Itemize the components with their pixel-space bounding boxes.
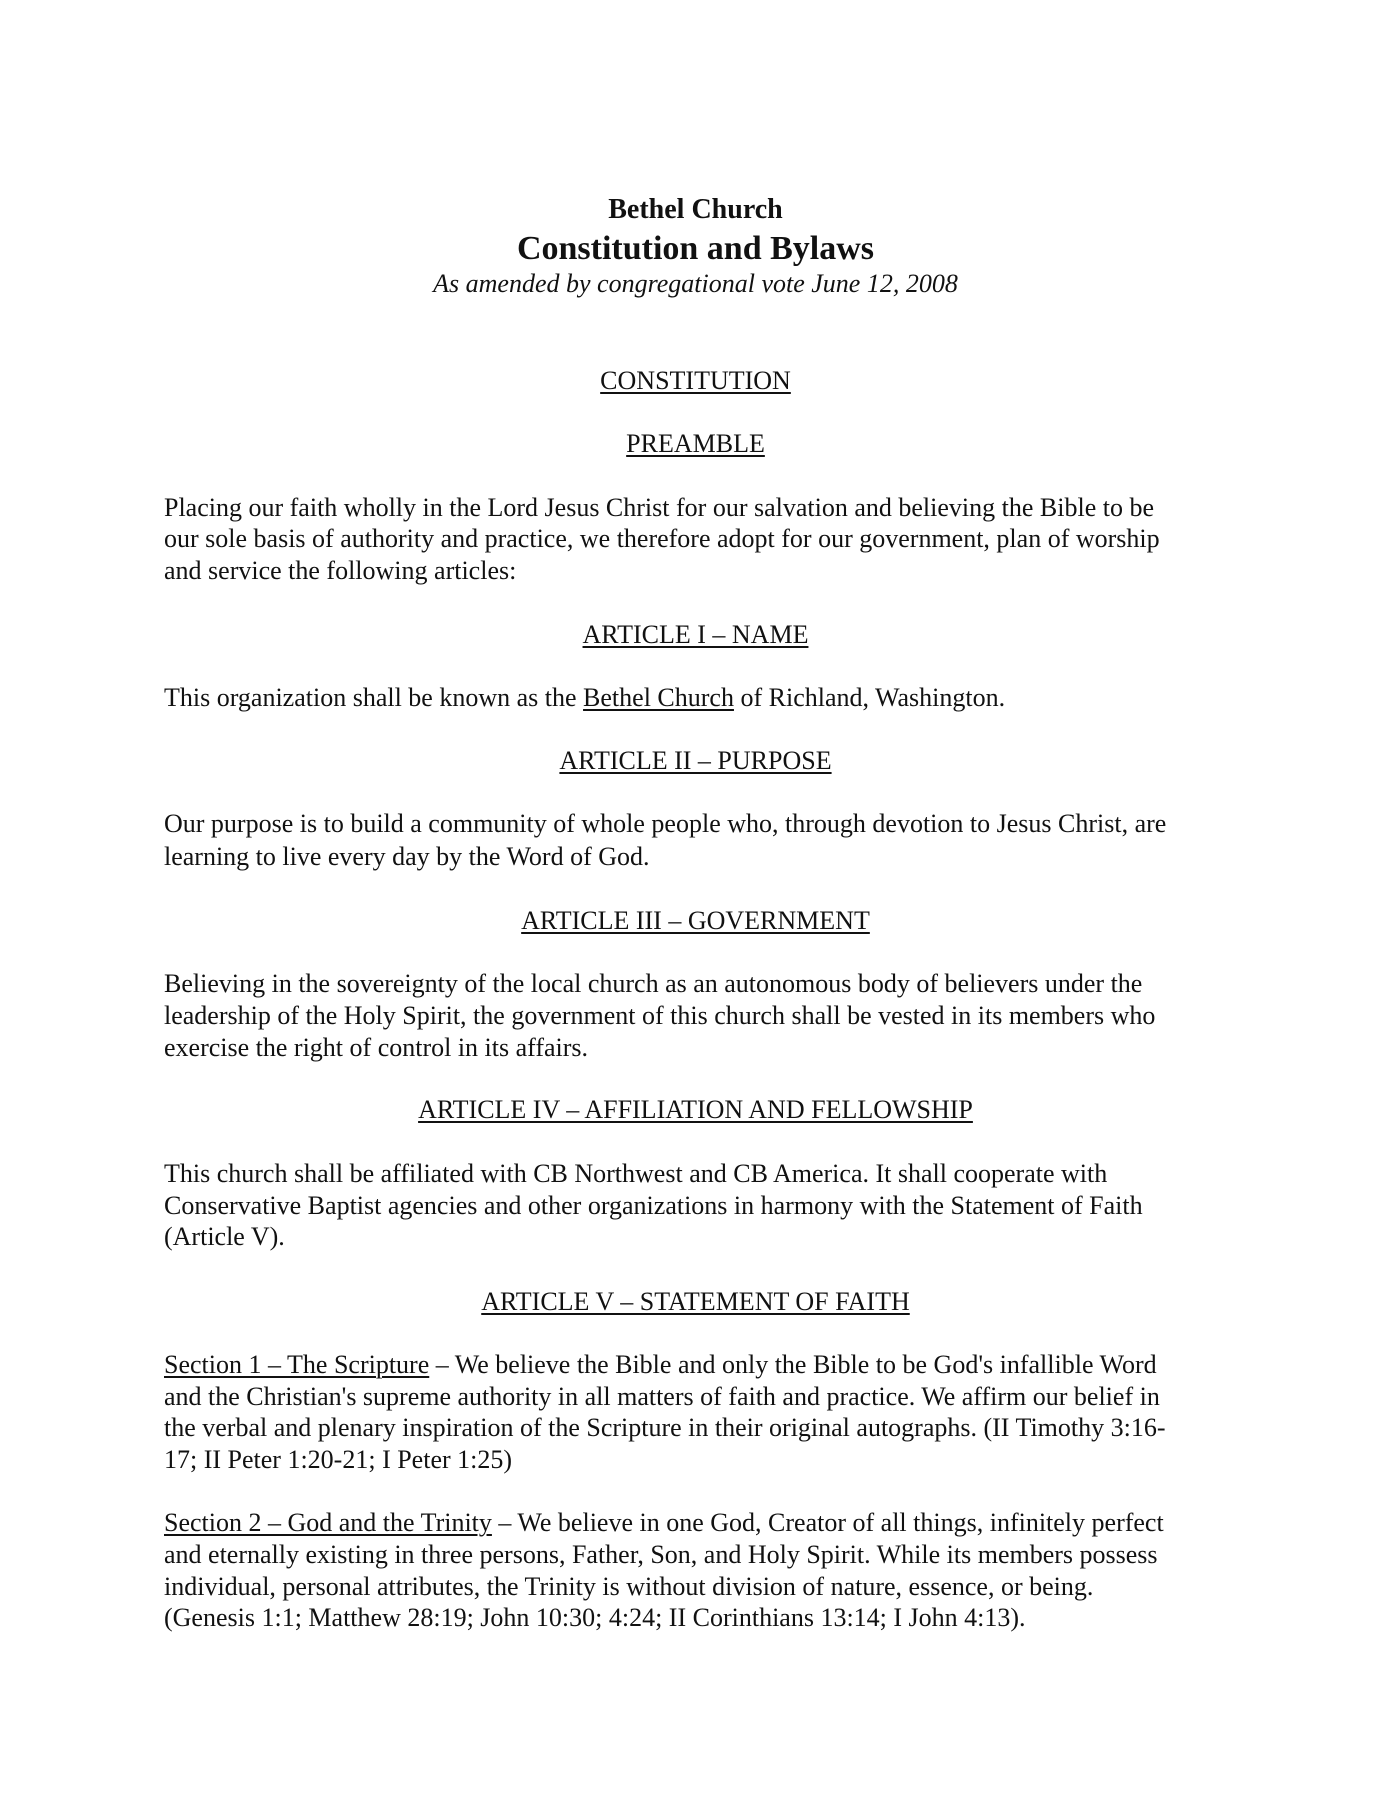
church-name-underlined: Bethel Church bbox=[583, 683, 734, 712]
article-1-suffix: of Richland, Washington. bbox=[733, 683, 1006, 712]
document-subtitle: As amended by congregational vote June 12, 2008 bbox=[433, 269, 958, 298]
section-2-line: and eternally existing in three persons, Father, Son, and Holy Spirit. While its members possess bbox=[164, 1540, 1158, 1569]
section-2-text: – We believe in one God, Creator of all things, infinitely perfect bbox=[491, 1508, 1164, 1537]
article-2-heading: ARTICLE II – PURPOSE bbox=[559, 746, 832, 775]
article-3-line: exercise the right of control in its affairs. bbox=[164, 1033, 589, 1062]
article-5-heading: ARTICLE V – STATEMENT OF FAITH bbox=[481, 1287, 910, 1316]
article-3-heading: ARTICLE III – GOVERNMENT bbox=[521, 906, 870, 935]
section-2-label: Section 2 – God and the Trinity bbox=[164, 1508, 492, 1537]
document-title: Constitution and Bylaws bbox=[516, 230, 875, 267]
section-2-line: individual, personal attributes, the Trinity is without division of nature, essence, or being. bbox=[164, 1572, 1094, 1601]
article-4-heading: ARTICLE IV – AFFILIATION AND FELLOWSHIP bbox=[418, 1095, 973, 1124]
article-4-line: This church shall be affiliated with CB Northwest and CB America. It shall cooperate with bbox=[164, 1159, 1108, 1188]
article-3-line: Believing in the sovereignty of the local church as an autonomous body of believers under the bbox=[164, 969, 1143, 998]
church-name: Bethel Church bbox=[608, 194, 783, 225]
preamble-line: our sole basis of authority and practice, we therefore adopt for our government, plan of worship bbox=[164, 524, 1160, 553]
article-2-line: Our purpose is to build a community of whole people who, through devotion to Jesus Christ, are bbox=[164, 809, 1167, 838]
section-1-line bbox=[164, 1349, 1157, 1381]
preamble-line: and service the following articles: bbox=[164, 556, 517, 585]
section-1-line: and the Christian's supreme authority in all matters of faith and practice. We affirm our belief in bbox=[164, 1382, 1160, 1411]
article-1-text bbox=[164, 682, 1005, 714]
article-4-line: (Article V). bbox=[164, 1222, 285, 1251]
section-1-label: Section 1 – The Scripture bbox=[164, 1350, 430, 1379]
article-1-prefix: This organization shall be known as the bbox=[164, 683, 584, 712]
section-1-text: – We believe the Bible and only the Bible to be God's infallible Word bbox=[429, 1350, 1157, 1379]
section-1-line: the verbal and plenary inspiration of the Scripture in their original autographs. (II Timothy 3:16- bbox=[164, 1413, 1166, 1442]
article-1-heading: ARTICLE I – NAME bbox=[582, 620, 809, 649]
preamble-heading: PREAMBLE bbox=[626, 429, 765, 458]
preamble-line: Placing our faith wholly in the Lord Jesus Christ for our salvation and believing the Bible to be bbox=[164, 493, 1154, 522]
section-2-line: (Genesis 1:1; Matthew 28:19; John 10:30; 4:24; II Corinthians 13:14; I John 4:13). bbox=[164, 1603, 1026, 1632]
constitution-heading: CONSTITUTION bbox=[600, 366, 791, 395]
section-2-line bbox=[164, 1507, 1164, 1539]
article-3-line: leadership of the Holy Spirit, the government of this church shall be vested in its members who bbox=[164, 1001, 1156, 1030]
article-2-line: learning to live every day by the Word of God. bbox=[164, 842, 650, 871]
section-1-line: 17; II Peter 1:20-21; I Peter 1:25) bbox=[164, 1445, 513, 1474]
article-4-line: Conservative Baptist agencies and other organizations in harmony with the Statement of Faith bbox=[164, 1191, 1143, 1220]
